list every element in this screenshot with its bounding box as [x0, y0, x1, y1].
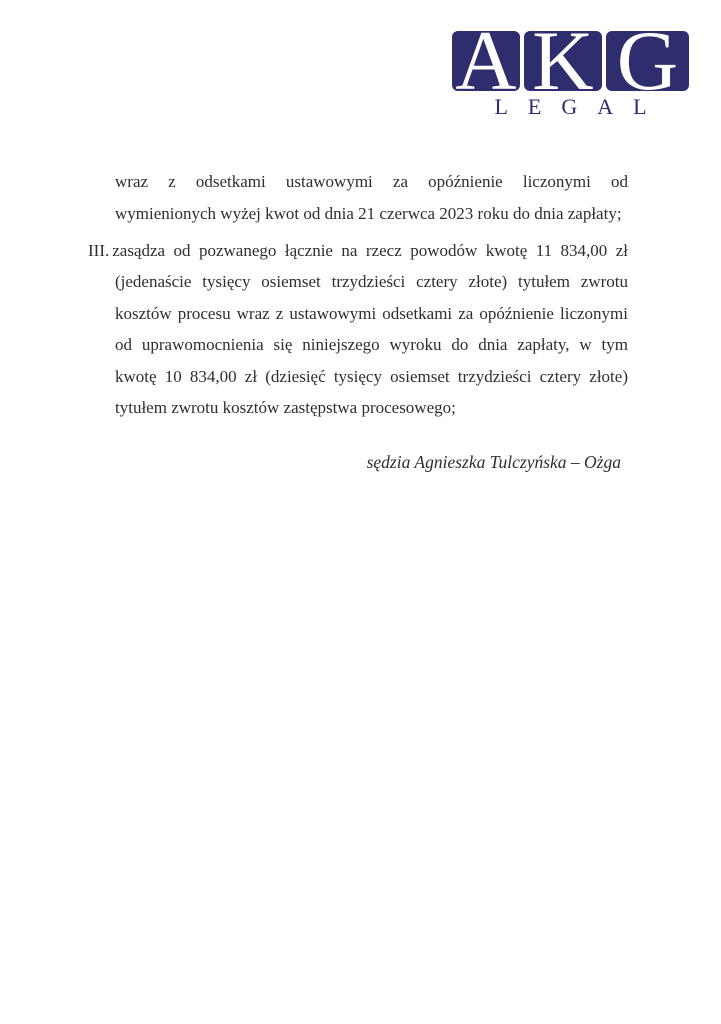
logo-wordmark-legal: LEGAL	[494, 94, 667, 119]
list-marker-iii: III.	[88, 240, 110, 260]
logo-letter-k: K	[532, 31, 594, 91]
text-line	[88, 235, 628, 267]
text-line: od uprawomocnienia się niniejszego wyroku do dnia zapłaty, w tym	[115, 335, 628, 354]
logo-letter-g: G	[616, 31, 679, 91]
text-line: wraz z odsetkami ustawowymi za opóźnienie liczonymi od	[115, 172, 628, 191]
akg-logo-blocks	[452, 31, 689, 91]
text-line-content: zasądza od pozwanego łącznie na rzecz powodów kwotę 11 834,00 zł	[112, 240, 628, 260]
judgment-text-block	[88, 166, 628, 478]
akg-legal-logo	[452, 31, 689, 119]
text-line: wymienionych wyżej kwot od dnia 21 czerwca 2023 roku do dnia zapłaty;	[115, 203, 622, 223]
text-line: tytułem zwrotu kosztów zastępstwa procesowego;	[115, 398, 456, 417]
logo-letter-a: A	[455, 31, 517, 91]
text-line: kwotę 10 834,00 zł (dziesięć tysięcy osiemset trzydzieści cztery złote)	[115, 366, 628, 386]
judge-signature: sędzia Agnieszka Tulczyńska – Ożga	[366, 451, 621, 472]
paragraph-continuation	[88, 166, 628, 229]
text-line: kosztów procesu wraz z ustawowymi odsetkami za opóźnienie liczonymi	[115, 303, 628, 323]
paragraph-iii	[88, 235, 628, 424]
text-line: (jedenaście tysięcy osiemset trzydzieści cztery złote) tytułem zwrotu	[115, 272, 628, 291]
